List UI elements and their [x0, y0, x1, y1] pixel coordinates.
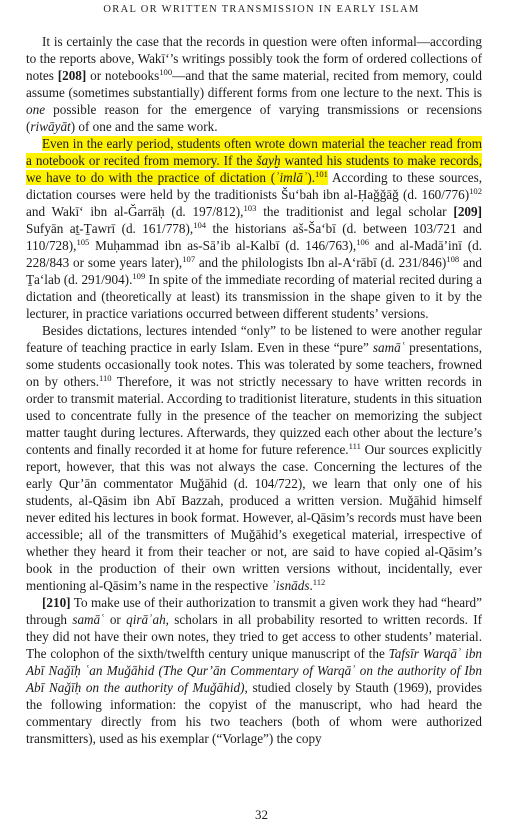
- text: To make use of their authorization to transmit a given work they had “heard” through: [26, 595, 482, 627]
- page-marker: [210]: [42, 595, 71, 610]
- text: ).: [307, 170, 316, 185]
- text: Besides dictations, lectures intended “only” to be listened to were another regular feature of teaching practice in early Islam. Even in these “pure”: [26, 323, 482, 355]
- footnote-ref[interactable]: 100: [159, 67, 173, 77]
- paragraph-4: [26, 594, 482, 747]
- text: presentations, some students occasionally took notes. This was tolerated by some teachers, frowned on by others.: [26, 340, 482, 389]
- footnote-ref[interactable]: 108: [446, 254, 460, 264]
- paragraph-2: [26, 135, 482, 322]
- footnote-ref[interactable]: 101: [315, 169, 328, 179]
- footnote-ref[interactable]: 112: [312, 577, 326, 587]
- paragraph-3: [26, 322, 482, 594]
- work-title: Tafsīr Warqāʾ ibn Abī Naǧīḥ ʿan Muǧāhid (The Qur’ān Commentary of Warqāʾ on the authority of Ibn Abī Naǧīḥ on the authority of Muǧāhid): [26, 646, 483, 695]
- footnote-ref[interactable]: 105: [76, 237, 90, 247]
- text: .: [309, 578, 313, 593]
- term: riwāyāt: [30, 119, 71, 134]
- text: and the philologists Ibn al-A‘rābī (d. 231/846): [195, 255, 447, 270]
- footnote-ref[interactable]: 104: [193, 220, 207, 230]
- text: or notebooks: [86, 68, 160, 83]
- term: samāʿ: [372, 340, 406, 355]
- text: , studied closely by Stauth (1969), provides the following information: the copyist of the manuscript, who had heard the commentary directly from his two teachers (both of whom were authorized transmitters), used as his exemplar (“Vorlage”) the copy: [26, 680, 482, 746]
- text: , scholars in all probability resorted to written records. If they did not have their own notes, they tried to get access to other students’ material. The colophon of the sixth/twelfth century unique manuscript of the: [26, 612, 482, 661]
- text: possible reason for the emergence of varying transmissions or recensions (: [26, 102, 482, 134]
- body-text: [26, 33, 482, 747]
- page-number: 32: [255, 807, 268, 822]
- text: Therefore, it was not strictly necessary to have written records in order to transmit material. According to traditionist literature, students in this situation used to concentrate fully in the presence of the teacher on memorizing the subject matter taught during lectures. Afterwards, they quizzed each other about the lecture’s contents and finally recorded it at home for future reference.: [26, 374, 482, 457]
- text: —and that the same material, recited from memory, could assume (sometimes substantially) different forms from one lecture to the next. This is: [26, 68, 483, 100]
- page-marker: [209]: [453, 204, 482, 219]
- emphasis: one: [26, 102, 46, 117]
- text: and al-Madā’inī (d. 228/843 or some years later),: [26, 238, 482, 270]
- text: In spite of the immediate recording of material recited during a dictation and (theoretically at least) its transmission in the shape given to it by the lecturer, in practice variations occurred between different students’ versions.: [26, 272, 482, 321]
- text: Sufyān aṯ-Ṯawrī (d. 161/778),: [26, 221, 194, 236]
- term: ʾimlāʾ: [275, 170, 308, 185]
- footnote-ref[interactable]: 106: [356, 237, 370, 247]
- text: the traditionist and legal scholar: [256, 204, 454, 219]
- text: ) of one and the same work.: [70, 119, 218, 134]
- text: wanted his students to make records, we have to do with the practice of dictation (: [26, 153, 482, 185]
- footnote-ref[interactable]: 109: [132, 271, 146, 281]
- footnote-ref[interactable]: 107: [182, 254, 196, 264]
- text: It is certainly the case that the records in question were often informal—according to the reports above, Wakī‘’s writings possibly took the form of ordered collections of notes: [26, 34, 482, 83]
- paragraph-1: [26, 33, 482, 135]
- text: Muḥammad ibn as-Sā’ib al-Kalbī (d. 146/763),: [89, 238, 357, 253]
- term: samāʿ: [72, 612, 105, 627]
- text: and Wakī‘ ibn al-Ǧarrāḥ (d. 197/812),: [26, 204, 244, 219]
- footnote-ref[interactable]: 111: [348, 441, 361, 451]
- footnote-ref[interactable]: 110: [99, 373, 112, 383]
- running-head: ORAL OR WRITTEN TRANSMISSION IN EARLY ISLAM: [103, 4, 420, 15]
- footnote-ref[interactable]: 103: [243, 203, 257, 213]
- page-marker: [208]: [57, 68, 87, 83]
- text: According to these sources, dictation courses were held by the traditionists Šu‘bah ibn al-Ḥaǧǧāǧ (d. 160/776): [26, 170, 482, 202]
- footnote-ref[interactable]: 102: [469, 186, 482, 196]
- term: ʾisnāds: [271, 578, 310, 593]
- text: the historians aš-Ša‘bī (d. between 103/721 and 110/728),: [26, 221, 482, 253]
- term: qirāʾah: [126, 612, 166, 627]
- text: Even in the early period, students often wrote down material the teacher read from a notebook or recited from memory. If the: [26, 136, 482, 168]
- text: and Ṯa‘lab (d. 291/904).: [26, 255, 483, 287]
- term: šayḫ: [256, 153, 281, 168]
- text: or: [104, 612, 127, 627]
- text: Our sources explicitly report, however, that this was not always the case. Concerning the lectures of the early Qur’ān commentator Muǧāhid (d. 104/722), we learn that only one of his students, al-Qāsim ibn Abī Bazzah, produced a written version. Muǧāhid himself never edited his lectures in book format. However, al-Qāsim’s records must have been accessible; all of the transmitters of Muǧāhid’s exegetical material, irrespective of whether they heard it from their teacher or not, are said to have copied al-Qāsim’s book in the production of their own written versions without, incidentally, ever mentioning al-Qāsim’s name in the respective: [26, 442, 482, 593]
